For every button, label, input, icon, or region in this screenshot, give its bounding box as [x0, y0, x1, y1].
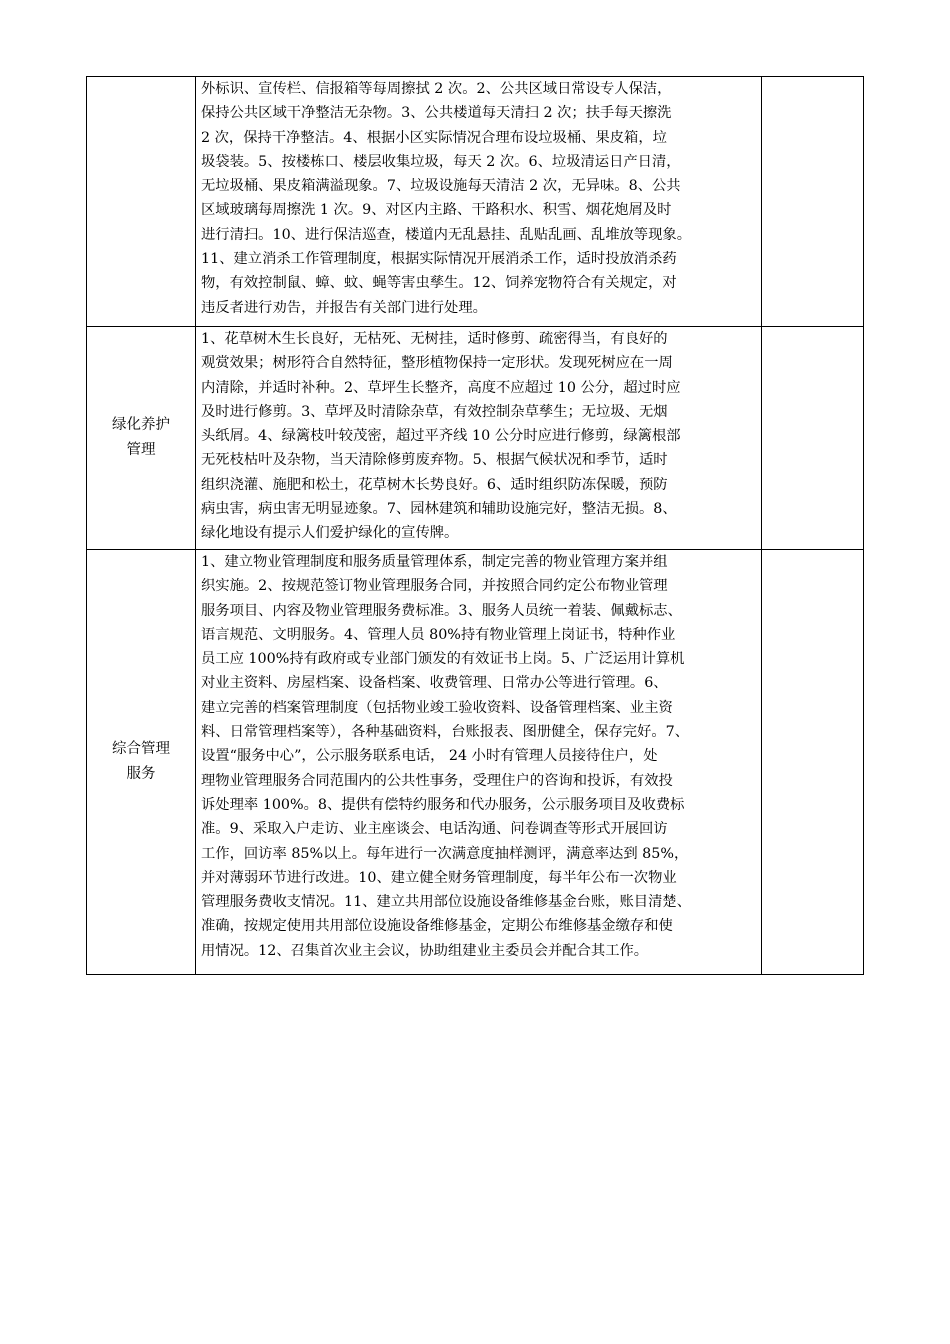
content-line: 观赏效果；树形符合自然特征，整形植物保持一定形状。发现死树应在一周	[201, 355, 673, 372]
category-label: 服务	[126, 766, 156, 782]
content-line: 区域玻璃每周擦洗 1 次。9、对区内主路、干路积水、积雪、烟花炮屑及时	[201, 202, 672, 219]
content-line: 内清除，并适时补种。2、草坪生长整齐，高度不应超过 10 公分，超过时应	[201, 379, 681, 396]
content-line: 进行清扫。10、进行保洁巡查，楼道内无乱悬挂、乱贴乱画、乱堆放等现象。	[201, 226, 691, 243]
content-line: 及时进行修剪。3、草坪及时清除杂草，有效控制杂草孳生；无垃圾、无烟	[201, 403, 668, 420]
content-line: 1、建立物业管理制度和服务质量管理体系，制定完善的物业管理方案并组	[201, 554, 668, 570]
category-label: 综合管理	[112, 741, 170, 757]
content-line: 无死枝枯叶及杂物，当天清除修剪废弃物。5、根据气候状况和季节，适时	[201, 452, 668, 469]
content-line: 诉处理率 100%。8、提供有偿特约服务和代办服务，公示服务项目及收费标	[201, 796, 685, 813]
content-line: 头纸屑。4、绿篱枝叶较茂密，超过平齐线 10 公分时应进行修剪，绿篱根部	[201, 428, 681, 445]
content-line: 设置“服务中心”，公示服务联系电话， 24 小时有管理人员接待住户，处	[201, 748, 658, 765]
content-line: 建立完善的档案管理制度（包括物业竣工验收资料、设备管理档案、业主资	[201, 699, 673, 716]
content-line: 织实施。2、按规范签订物业管理服务合同，并按照合同约定公布物业管理	[201, 578, 668, 595]
table-row-cleaning	[87, 77, 864, 327]
content-line: 工作，回访率 85%以上。每年进行一次满意度抽样测评，满意率达到 85%，	[201, 845, 689, 862]
content-line: 无垃圾桶、果皮箱满溢现象。7、垃圾设施每天清洁 2 次，无异味。8、公共	[201, 178, 681, 195]
content-line: 语言规范、文明服务。4、管理人员 80%持有物业管理上岗证书，特种作业	[201, 626, 676, 643]
table-row-greening	[87, 327, 864, 550]
remark-cell	[762, 550, 864, 975]
content-line: 11、建立消杀工作管理制度，根据实际情况开展消杀工作，适时投放消杀药	[201, 251, 677, 268]
category-cell	[87, 77, 196, 327]
remark-cell	[762, 327, 864, 550]
content-line: 保持公共区域干净整洁无杂物。3、公共楼道每天清扫 2 次；扶手每天擦洗	[201, 105, 672, 122]
content-line: 料、日常管理档案等），各种基础资料，台账报表、图册健全，保存完好。7、	[201, 724, 690, 741]
content-line: 准。9、采取入户走访、业主座谈会、电话沟通、问卷调查等形式开展回访	[201, 821, 668, 838]
content-line: 病虫害，病虫害无明显迹象。7、园林建筑和辅助设施完好，整洁无损。8、	[201, 501, 677, 518]
content-line: 2 次，保持干净整洁。4、根据小区实际情况合理布设垃圾桶、果皮箱，垃	[201, 129, 667, 146]
table-row-management	[87, 550, 864, 975]
content-line: 外标识、宣传栏、信报箱等每周擦拭 2 次。2、公共区域日常设专人保洁，	[201, 81, 672, 97]
category-label: 绿化养护	[112, 417, 170, 433]
content-line: 组织浇灌、施肥和松土，花草树木长势良好。6、适时组织防冻保暖，预防	[201, 476, 668, 493]
content-line: 准确，按规定使用共用部位设施设备维修基金，定期公布维修基金缴存和使	[201, 918, 673, 935]
content-cell-cleaning	[196, 77, 762, 327]
content-cell-greening	[196, 327, 762, 550]
standards-table	[86, 76, 864, 975]
content-line: 物，有效控制鼠、蟑、蚊、蝇等害虫孳生。12、饲养宠物符合有关规定，对	[201, 275, 677, 292]
remark-cell	[762, 77, 864, 327]
content-line: 违反者进行劝告，并报告有关部门进行处理。	[201, 299, 487, 316]
content-line: 对业主资料、房屋档案、设备档案、收费管理、日常办公等进行管理。6、	[201, 675, 668, 692]
category-cell-management	[87, 550, 196, 975]
category-label: 管理	[126, 442, 156, 458]
category-cell-greening	[87, 327, 196, 550]
content-line: 管理服务费收支情况。11、建立共用部位设施设备维修基金台账，账目清楚、	[201, 894, 691, 911]
content-line: 理物业管理服务合同范围内的公共性事务，受理住户的咨询和投诉，有效投	[201, 772, 673, 789]
content-line: 1、花草树木生长良好，无枯死、无树挂，适时修剪、疏密得当，有良好的	[201, 331, 668, 347]
content-line: 服务项目、内容及物业管理服务费标准。3、服务人员统一着装、佩戴标志、	[201, 602, 682, 619]
content-line: 并对薄弱环节进行改进。10、建立健全财务管理制度，每半年公布一次物业	[201, 869, 677, 886]
content-line: 员工应 100%持有政府或专业部门颁发的有效证书上岗。5、广泛运用计算机	[201, 651, 685, 668]
content-line: 圾袋装。5、按楼栋口、楼层收集垃圾，每天 2 次。6、垃圾清运日产日清，	[201, 153, 681, 170]
content-cell-management	[196, 550, 762, 975]
content-line: 用情况。12、召集首次业主会议，协助组建业主委员会并配合其工作。	[201, 942, 649, 959]
content-line: 绿化地设有提示人们爱护绿化的宣传牌。	[201, 525, 459, 542]
